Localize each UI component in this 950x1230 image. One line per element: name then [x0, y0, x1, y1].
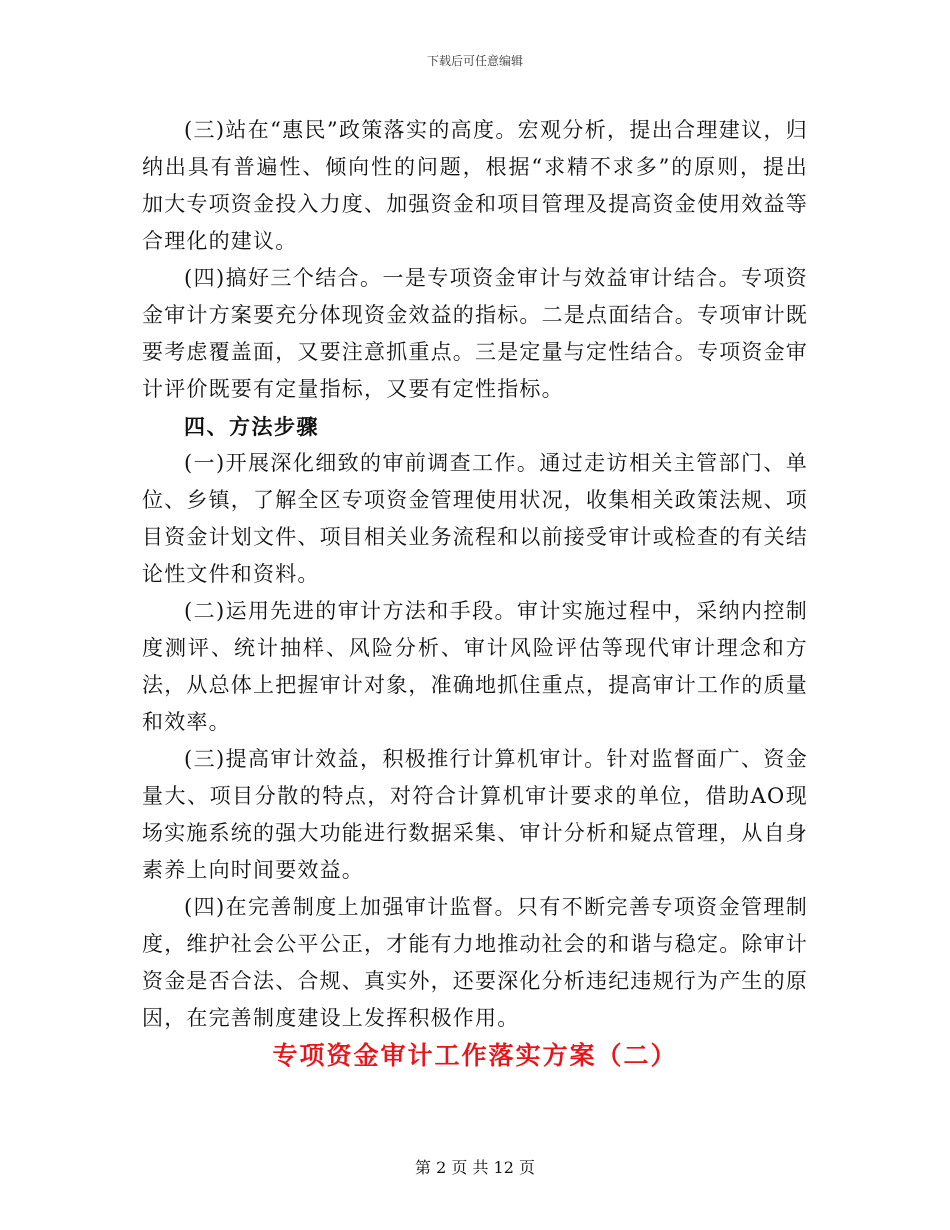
document-body	[142, 112, 808, 1037]
paragraph-step-4: (四)在完善制度上加强审计监督。只有不断完善专项资金管理制度，维护社会公平公正，才能有力地推动社会的和谐与稳定。除审计资金是否合法、合规、真实外，还要深化分析违纪违规行为产生的原因，在完善制度建设上发挥积极作用。	[142, 895, 808, 1030]
paragraph-step-2: (二)运用先进的审计方法和手段。审计实施过程中，采纳内控制度测评、统计抽样、风险分析、审计风险评估等现代审计理念和方法，从总体上把握审计对象，准确地抓住重点，提高审计工作的质量和效率。	[142, 599, 808, 734]
page-footer: 第 2 页 共 12 页	[415, 1158, 535, 1177]
paragraph-4-three-combinations: (四)搞好三个结合。一是专项资金审计与效益审计结合。专项资金审计方案要充分体现资金效益的指标。二是点面结合。专项审计既要考虑覆盖面，又要注意抓重点。三是定量与定性结合。专项资金审计评价既要有定量指标，又要有定性指标。	[142, 266, 808, 401]
paragraph-step-3: (三)提高审计效益，积极推行计算机审计。针对监督面广、资金量大、项目分散的特点，对符合计算机审计要求的单位，借助AO现场实施系统的强大功能进行数据采集、审计分析和疑点管理，从自身素养上向时间要效益。	[142, 747, 808, 882]
section-heading-methods: 四、方法步骤	[184, 414, 319, 439]
section-title: 专项资金审计工作落实方案（二）	[272, 1041, 678, 1070]
paragraph-3-point-of-view: (三)站在“惠民”政策落实的高度。宏观分析，提出合理建议，归纳出具有普遍性、倾向性的问题，根据“求精不求多”的原则，提出加大专项资金投入力度、加强资金和项目管理及提高资金使用效益等合理化的建议。	[142, 118, 808, 253]
paragraph-step-1: (一)开展深化细致的审前调查工作。通过走访相关主管部门、单位、乡镇，了解全区专项资金管理使用状况，收集相关政策法规、项目资金计划文件、项目相关业务流程和以前接受审计或检查的有关结论性文件和资料。	[142, 451, 808, 586]
page-header: 下载后可任意编辑	[426, 54, 523, 68]
